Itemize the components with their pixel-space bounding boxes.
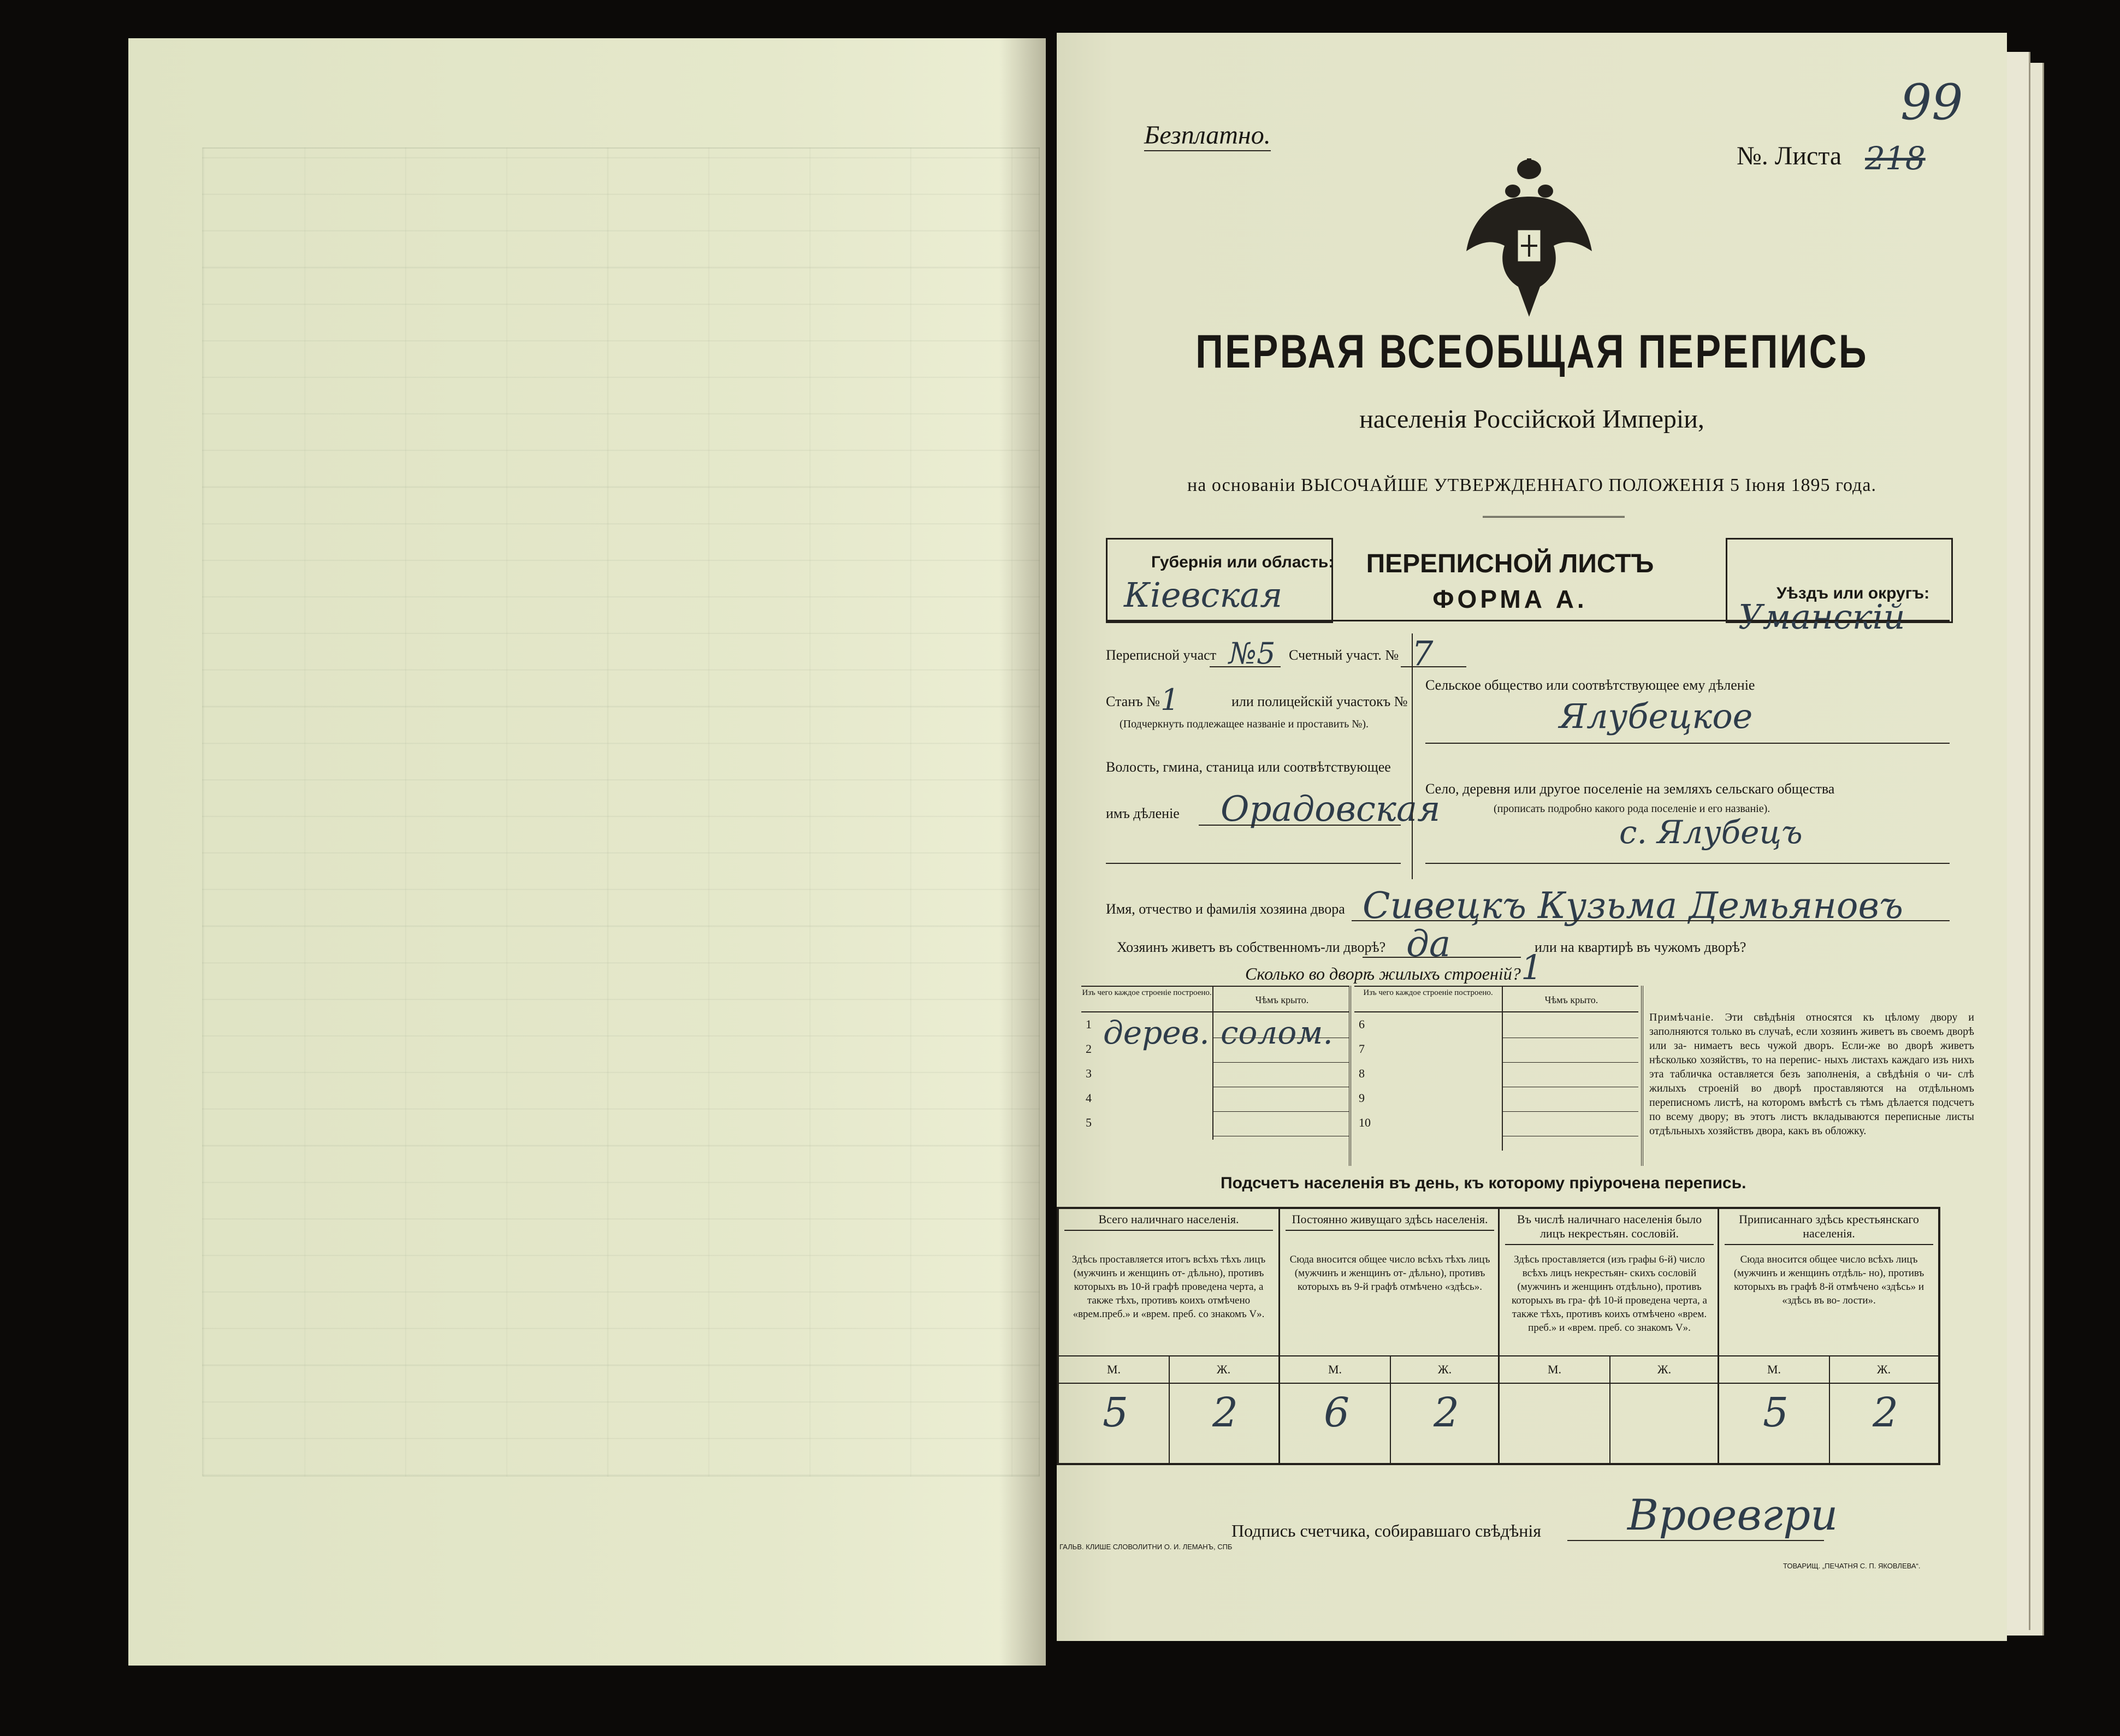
underline [1425, 743, 1950, 744]
count-column-description: Здѣсь проставляется итогъ всѣхъ тѣхъ лицъ (мужчинъ и женщинъ от- дѣльно), противъ которыхъ въ 10-й графѣ проведена черта, а также тѣхъ, противъ коихъ отмѣчено «врем.преб.» и «врем. преб. со знакомъ V». [1071, 1254, 1266, 1320]
female-count-value: 2 [1212, 1389, 1239, 1436]
table-divider [1641, 986, 1643, 1166]
female-header: Ж. [1437, 1362, 1452, 1376]
count-section-value: 7 [1412, 633, 1434, 673]
count-column-title: Приписаннаго здѣсь крестьянскаго населенія. [1725, 1212, 1933, 1245]
buildings-label: Сколько во дворѣ жилыхъ строеній? [1245, 964, 1521, 983]
census-form-page [1057, 33, 2007, 1641]
male-header: М. [1106, 1362, 1121, 1376]
underline [1106, 863, 1401, 864]
female-header: Ж. [1216, 1362, 1231, 1376]
owner-value: Сивецкъ Кузьма Демьяновъ [1363, 885, 1903, 927]
gubernia-box [1106, 538, 1333, 623]
census-section-label: Переписной участ [1106, 647, 1217, 663]
imperial-eagle-icon [1461, 158, 1597, 322]
female-header: Ж. [1876, 1362, 1891, 1376]
owner-label: Имя, отчество и фамилія хозяина двора [1106, 901, 1345, 917]
table-row-line [1502, 1111, 1638, 1112]
village-note: (прописать подробно какого рода поселеніе и его названіе). [1494, 803, 1770, 815]
building-row-number: 3 [1086, 1067, 1092, 1080]
male-count-value: 5 [1763, 1389, 1789, 1436]
census-subtitle: населенія Россійской Имперіи, [1359, 405, 1704, 434]
table-divider [1354, 1011, 1638, 1012]
building-row-number: 1 [1086, 1017, 1092, 1031]
table-row-line [1212, 1111, 1349, 1112]
building-row-number: 4 [1086, 1091, 1092, 1105]
signature-label: Подпись счетчика, собиравшаго свѣдѣнія [1231, 1521, 1542, 1541]
count-table [1057, 1207, 1940, 1465]
count-column-title: Всего наличнаго населенія. [1064, 1212, 1273, 1231]
buildings-table-right [1354, 986, 1638, 1151]
count-column [1278, 1209, 1500, 1463]
signature-value: Вроевгри [1627, 1491, 1838, 1540]
volost-value: Орадовская [1221, 789, 1441, 830]
count-column-title: Постоянно живущаго здѣсь населенія. [1286, 1212, 1494, 1231]
section-rule [1106, 620, 1950, 621]
village-value: с. Ялубецъ [1619, 814, 1803, 851]
buildings-value: 1 [1521, 947, 1543, 987]
police-label: или полицейскій участокъ № [1231, 694, 1408, 709]
note-text: Эти свѣдѣнія относятся къ цѣлому двору и заполняются только въ случаѣ, если хозяинъ живетъ въ своемъ дворѣ или за- нимаетъ весь чужой дворъ. Если-же во дворѣ живетъ нѣсколько хозяйствъ, то на перепис- ныхъ листахъ каждаго изъ нихъ эта табличка оставляется безъ заполненія, а свѣдѣнія о чи- слѣ жилыхъ строеній во дворѣ проставляются на отдѣльномъ переписномъ листѣ, на которомъ вмѣстѣ съ тѣмъ дѣлается подсчетъ по всему двору; въ этотъ листъ вкладываются переписные листы отдѣльныхъ хозяйствъ двора, какъ въ обложку. [1649, 1011, 1974, 1137]
sheet-number-label: №. Листа [1737, 141, 1842, 170]
building-row-number: 10 [1359, 1116, 1371, 1129]
female-count-value: 2 [1873, 1389, 1899, 1436]
male-header: М. [1547, 1362, 1562, 1376]
uezd-box [1726, 538, 1953, 637]
count-column-description: Сюда вносится общее число всѣхъ тѣхъ лицъ (мужчинъ и женщинъ от- дѣльно), противъ которыхъ въ 9-й графѣ отмѣчено «здѣсь». [1289, 1254, 1490, 1293]
count-section-label: Счетный участ. № [1289, 647, 1399, 663]
police-note: (Подчеркнуть подлежащее названіе и проставить №). [1120, 718, 1369, 730]
title-ornament-rule [1483, 516, 1625, 518]
male-count-value: 6 [1324, 1389, 1350, 1436]
note-block [1649, 1010, 1974, 1138]
building-row-number: 6 [1359, 1017, 1365, 1031]
uezd-label: Уѣздъ или округъ: [1776, 584, 1930, 602]
table-row-line [1502, 1062, 1638, 1063]
stan-value: 1 [1160, 683, 1180, 717]
building-row-number: 7 [1359, 1042, 1365, 1056]
gubernia-label: Губернія или область: [1151, 553, 1334, 571]
underline [1425, 863, 1950, 864]
left-page [128, 38, 1046, 1666]
col-roof-header: Чѣмъ крыто. [1255, 994, 1309, 1005]
building-row-number: 9 [1359, 1091, 1365, 1105]
table-divider [1081, 1011, 1349, 1012]
census-decree-line: на основаніи ВЫСОЧАЙШЕ УТВЕРЖДЕННАГО ПОЛОЖЕНІЯ 5 Іюня 1895 года. [1187, 475, 1876, 495]
table-divider [1349, 986, 1351, 1166]
female-header: Ж. [1657, 1362, 1672, 1376]
col-material-header: Изъ чего каждое строеніе построено. [1082, 988, 1212, 997]
count-column-description: Сюда вносится общее число всѣхъ лицъ (мужчинъ и женщинъ отдѣль- но), противъ которыхъ въ графѣ 8-й отмѣчено «здѣсь» и «здѣсь въ во- лости». [1733, 1254, 1924, 1306]
society-label: Сельское общество или соотвѣтствующее ему дѣленіе [1425, 677, 1755, 693]
count-column [1059, 1209, 1278, 1463]
society-value: Ялубецкое [1559, 696, 1753, 736]
building-row-number: 2 [1086, 1042, 1092, 1056]
stan-label: Станъ № [1106, 694, 1160, 709]
left-page-faint-grid [202, 147, 1040, 1477]
sheet-number-value: 218 [1865, 140, 1926, 177]
building-row-number: 5 [1086, 1116, 1092, 1129]
uezd-value: Уманскій [1738, 597, 1905, 637]
rent-label: или на квартирѣ въ чужомъ дворѣ? [1535, 939, 1746, 955]
own-yard-label: Хозяинъ живетъ въ собственномъ-ли дворѣ? [1117, 939, 1386, 955]
female-count-value: 2 [1434, 1389, 1460, 1436]
volost-label-line1: Волость, гмина, станица или соотвѣтствующее [1106, 759, 1391, 775]
form-name: ФОРМА А. [1432, 585, 1588, 613]
free-label: Безплатно. [1144, 120, 1271, 151]
underline [1199, 825, 1401, 826]
count-column [1498, 1209, 1719, 1463]
underline [1352, 920, 1950, 921]
gubernia-value: Кіевская [1124, 575, 1283, 615]
row1-material-value: дерев. [1103, 1014, 1210, 1051]
col-material-header: Изъ чего каждое строеніе построено. [1363, 988, 1493, 997]
table-divider [1212, 987, 1213, 1140]
underline [1210, 666, 1281, 667]
folio-number: 99 [1900, 74, 1963, 131]
count-column [1718, 1209, 1939, 1463]
note-heading: Примѣчаніе. [1649, 1011, 1714, 1023]
column-divider [1412, 633, 1413, 879]
male-header: М. [1328, 1362, 1342, 1376]
count-heading: Подсчетъ населенія въ день, къ которому пріурочена перепись. [1221, 1174, 1746, 1192]
buildings-table-left [1081, 986, 1349, 1140]
row1-roof-value: солом. [1221, 1014, 1333, 1051]
male-header: М. [1767, 1362, 1781, 1376]
census-title: ПЕРВАЯ ВСЕОБЩАЯ ПЕРЕПИСЬ [1195, 325, 1868, 378]
underline [1401, 666, 1466, 667]
count-column-description: Здѣсь проставляется (изъ графы 6-й) число всѣхъ лицъ некрестьян- скихъ сословій (мужчинъ и женщинъ отдѣльно), противъ которыхъ въ гра- фѣ 10-й проведена черта, а также тѣхъ, противъ коихъ отмѣчено «врем. преб.» и «врем. преб. со знакомъ V». [1512, 1254, 1707, 1334]
underline [1567, 1540, 1824, 1541]
village-label: Село, деревня или другое поселеніе на земляхъ сельскаго общества [1425, 781, 1835, 797]
col-roof-header: Чѣмъ крыто. [1544, 994, 1598, 1005]
count-column-title: Въ числѣ наличнаго населенія было лицъ некрестьян. сословій. [1505, 1212, 1714, 1245]
printer-right: ТОВАРИЩ. „ПЕЧАТНЯ С. П. ЯКОВЛЕВА“. [1783, 1562, 1921, 1570]
form-title: ПЕРЕПИСНОЙ ЛИСТЪ [1366, 549, 1654, 578]
building-row-number: 8 [1359, 1067, 1365, 1080]
own-yard-value: да [1406, 923, 1451, 965]
printer-left: ГАЛЬВ. КЛИШЕ СЛОВОЛИТНИ О. И. ЛЕМАНЪ, СПБ [1059, 1543, 1233, 1551]
table-row-line [1212, 1062, 1349, 1063]
underline [1363, 957, 1521, 958]
page-gutter-shadow [999, 38, 1046, 1666]
volost-label-line2: имъ дѣленіе [1106, 805, 1180, 821]
male-count-value: 5 [1103, 1389, 1129, 1436]
census-section-value: №5 [1229, 636, 1276, 671]
